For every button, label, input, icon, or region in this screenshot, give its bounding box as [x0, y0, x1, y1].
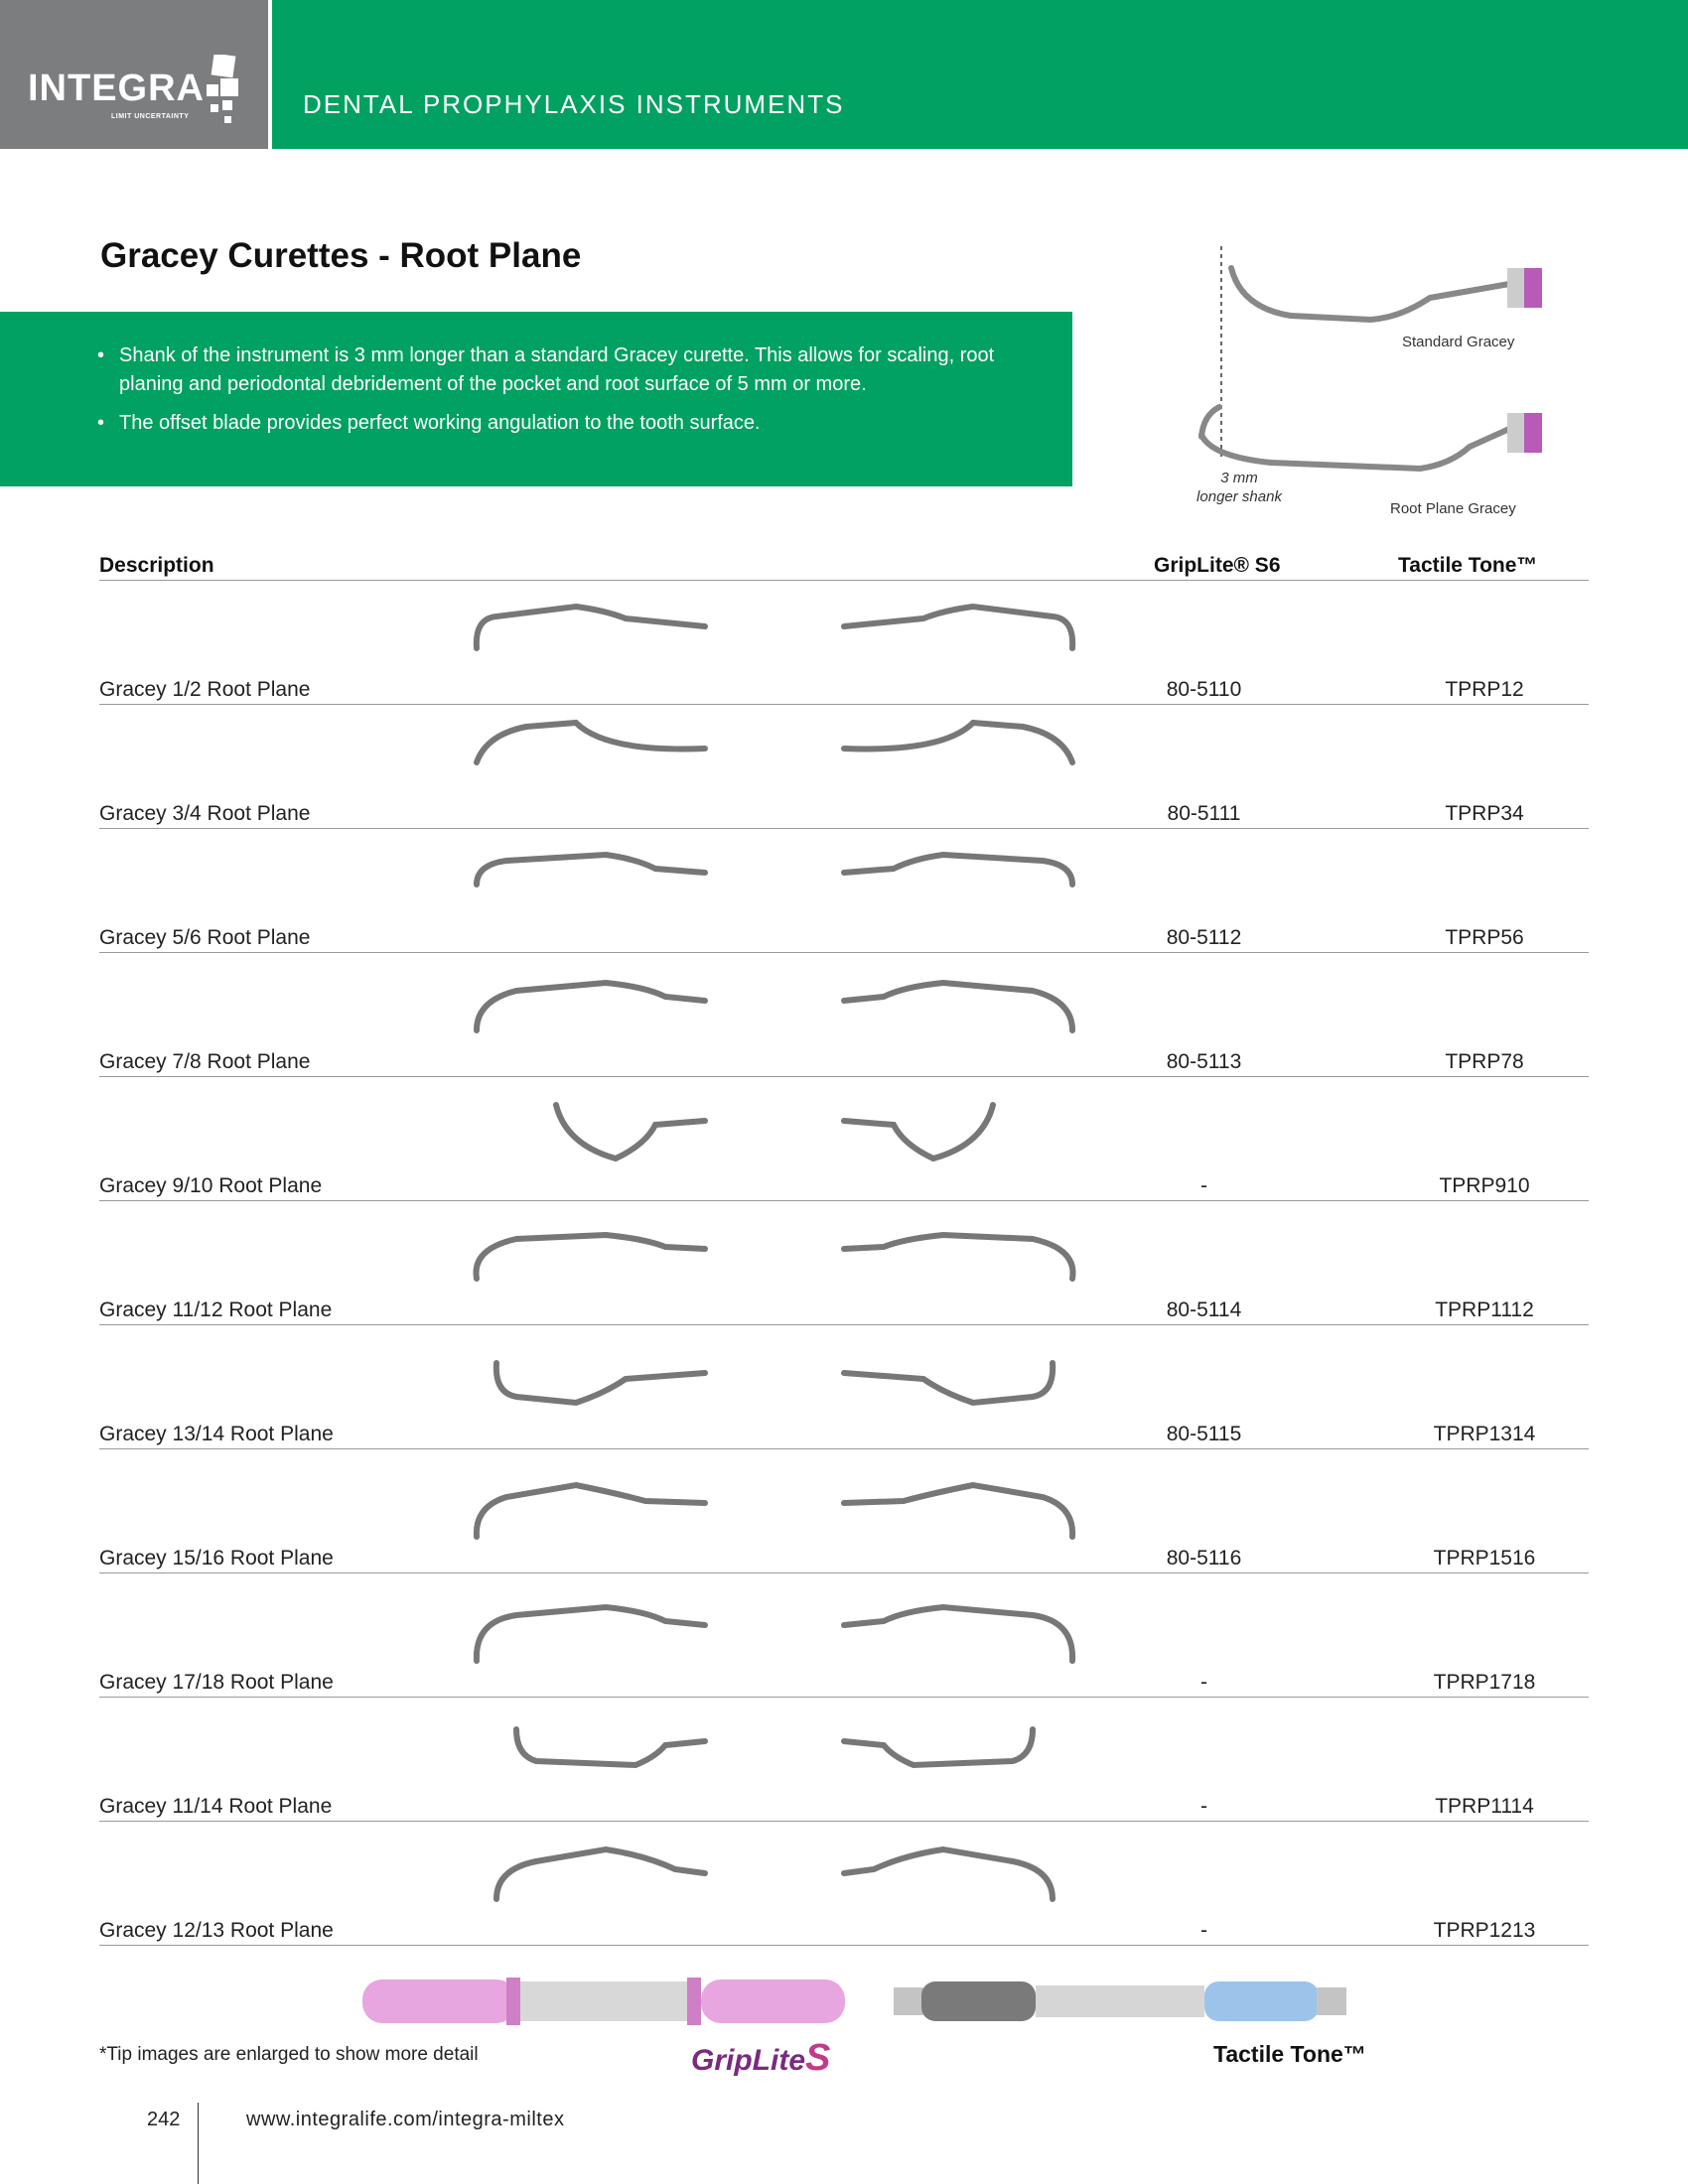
table-row — [99, 1077, 1589, 1201]
footer-divider — [198, 2103, 199, 2184]
page-title: Gracey Curettes - Root Plane — [100, 236, 582, 275]
col-header-description: Description — [99, 554, 214, 577]
row-description: Gracey 11/14 Root Plane — [99, 1795, 333, 1818]
table-row — [99, 1822, 1589, 1946]
table-row — [99, 953, 1589, 1077]
shank-note-line1: 3 mm — [1220, 470, 1258, 486]
row-griplite-code: 80-5114 — [1166, 1298, 1242, 1321]
row-tactile-code: TPRP1718 — [1433, 1671, 1536, 1694]
row-griplite-code: - — [1200, 1795, 1207, 1818]
row-description: Gracey 15/16 Root Plane — [99, 1547, 334, 1570]
instrument-image — [457, 837, 1092, 936]
griplite-logo — [691, 2037, 830, 2080]
row-description: Gracey 17/18 Root Plane — [99, 1671, 334, 1694]
row-rule — [99, 1945, 1589, 1946]
row-tactile-code: TPRP56 — [1445, 926, 1524, 949]
row-description: Gracey 1/2 Root Plane — [99, 678, 311, 701]
shank-note-line2: longer shank — [1196, 488, 1282, 505]
table-row — [99, 705, 1589, 829]
row-description: Gracey 9/10 Root Plane — [99, 1174, 323, 1197]
row-tactile-code: TPRP1213 — [1433, 1919, 1536, 1942]
table-row — [99, 581, 1589, 705]
handles-illustration — [357, 1968, 1400, 2037]
table-row — [99, 1325, 1589, 1449]
table-row — [99, 1449, 1589, 1573]
row-tactile-code: TPRP910 — [1439, 1174, 1530, 1197]
row-griplite-code: 80-5116 — [1166, 1547, 1242, 1570]
row-description: Gracey 3/4 Root Plane — [99, 802, 311, 825]
shank-comparison-figure — [1152, 238, 1549, 526]
row-description: Gracey 5/6 Root Plane — [99, 926, 311, 949]
row-griplite-code: 80-5111 — [1167, 802, 1241, 825]
row-griplite-code: 80-5112 — [1166, 926, 1242, 949]
col-header-tactile: Tactile Tone™ — [1398, 554, 1538, 577]
root-plane-gracey-label: Root Plane Gracey — [1390, 500, 1516, 517]
griplite-logo-text: GripLite — [691, 2044, 806, 2077]
instrument-image — [457, 1333, 1092, 1433]
integra-logo: INTEGRA — [28, 68, 205, 109]
row-griplite-code: 80-5113 — [1166, 1050, 1242, 1073]
instrument-image — [457, 1581, 1092, 1681]
row-griplite-code: - — [1200, 1174, 1207, 1197]
integra-logo-mark-icon — [199, 55, 242, 134]
row-tactile-code: TPRP1314 — [1433, 1423, 1536, 1445]
row-tactile-code: TPRP78 — [1445, 1050, 1524, 1073]
intro-bullet: • The offset blade provides perfect working angulation to the tooth surface. — [97, 409, 1031, 438]
footnote: *Tip images are enlarged to show more detail — [99, 2044, 479, 2065]
instrument-image — [457, 1209, 1092, 1308]
intro-bullet: • Shank of the instrument is 3 mm longer than a standard Gracey curette. This allows for scaling, root planing and periodontal debridement of the pocket and root surface of 5 mm or more. — [97, 341, 1031, 399]
row-description: Gracey 12/13 Root Plane — [99, 1919, 334, 1942]
col-header-griplite: GripLite® S6 — [1154, 554, 1281, 577]
instrument-image — [457, 1706, 1092, 1805]
instrument-image — [457, 713, 1092, 812]
row-tactile-code: TPRP1114 — [1435, 1795, 1534, 1818]
intro-box — [0, 312, 1072, 486]
row-tactile-code: TPRP34 — [1445, 802, 1524, 825]
standard-gracey-label: Standard Gracey — [1402, 334, 1515, 350]
row-griplite-code: - — [1200, 1919, 1207, 1942]
row-griplite-code: 80-5110 — [1166, 678, 1242, 701]
instrument-image — [457, 961, 1092, 1060]
row-griplite-code: - — [1200, 1671, 1207, 1694]
table-row — [99, 1573, 1589, 1698]
row-tactile-code: TPRP1112 — [1435, 1298, 1534, 1321]
intro-bullets — [97, 341, 1031, 448]
row-description: Gracey 13/14 Root Plane — [99, 1423, 334, 1445]
logo-tagline: LIMIT UNCERTAINTY — [111, 113, 190, 120]
row-tactile-code: TPRP1516 — [1433, 1547, 1536, 1570]
row-griplite-code: 80-5115 — [1166, 1423, 1242, 1445]
instrument-image — [457, 1457, 1092, 1557]
instrument-image — [457, 589, 1092, 688]
table-row — [99, 1201, 1589, 1325]
row-description: Gracey 11/12 Root Plane — [99, 1298, 333, 1321]
section-title: DENTAL PROPHYLAXIS INSTRUMENTS — [303, 89, 845, 119]
instrument-image — [457, 1830, 1092, 1929]
instrument-image — [457, 1085, 1092, 1184]
logo-block — [0, 0, 268, 149]
page-number: 242 — [147, 2109, 181, 2130]
header-band — [272, 0, 1688, 149]
tactile-tone-logo: Tactile Tone™ — [1213, 2041, 1366, 2067]
footer-url[interactable]: www.integralife.com/integra-miltex — [246, 2109, 565, 2130]
table-row — [99, 829, 1589, 953]
table-row — [99, 1698, 1589, 1822]
row-description: Gracey 7/8 Root Plane — [99, 1050, 311, 1073]
row-tactile-code: TPRP12 — [1445, 678, 1524, 701]
griplite-logo-mark: S — [805, 2037, 831, 2079]
